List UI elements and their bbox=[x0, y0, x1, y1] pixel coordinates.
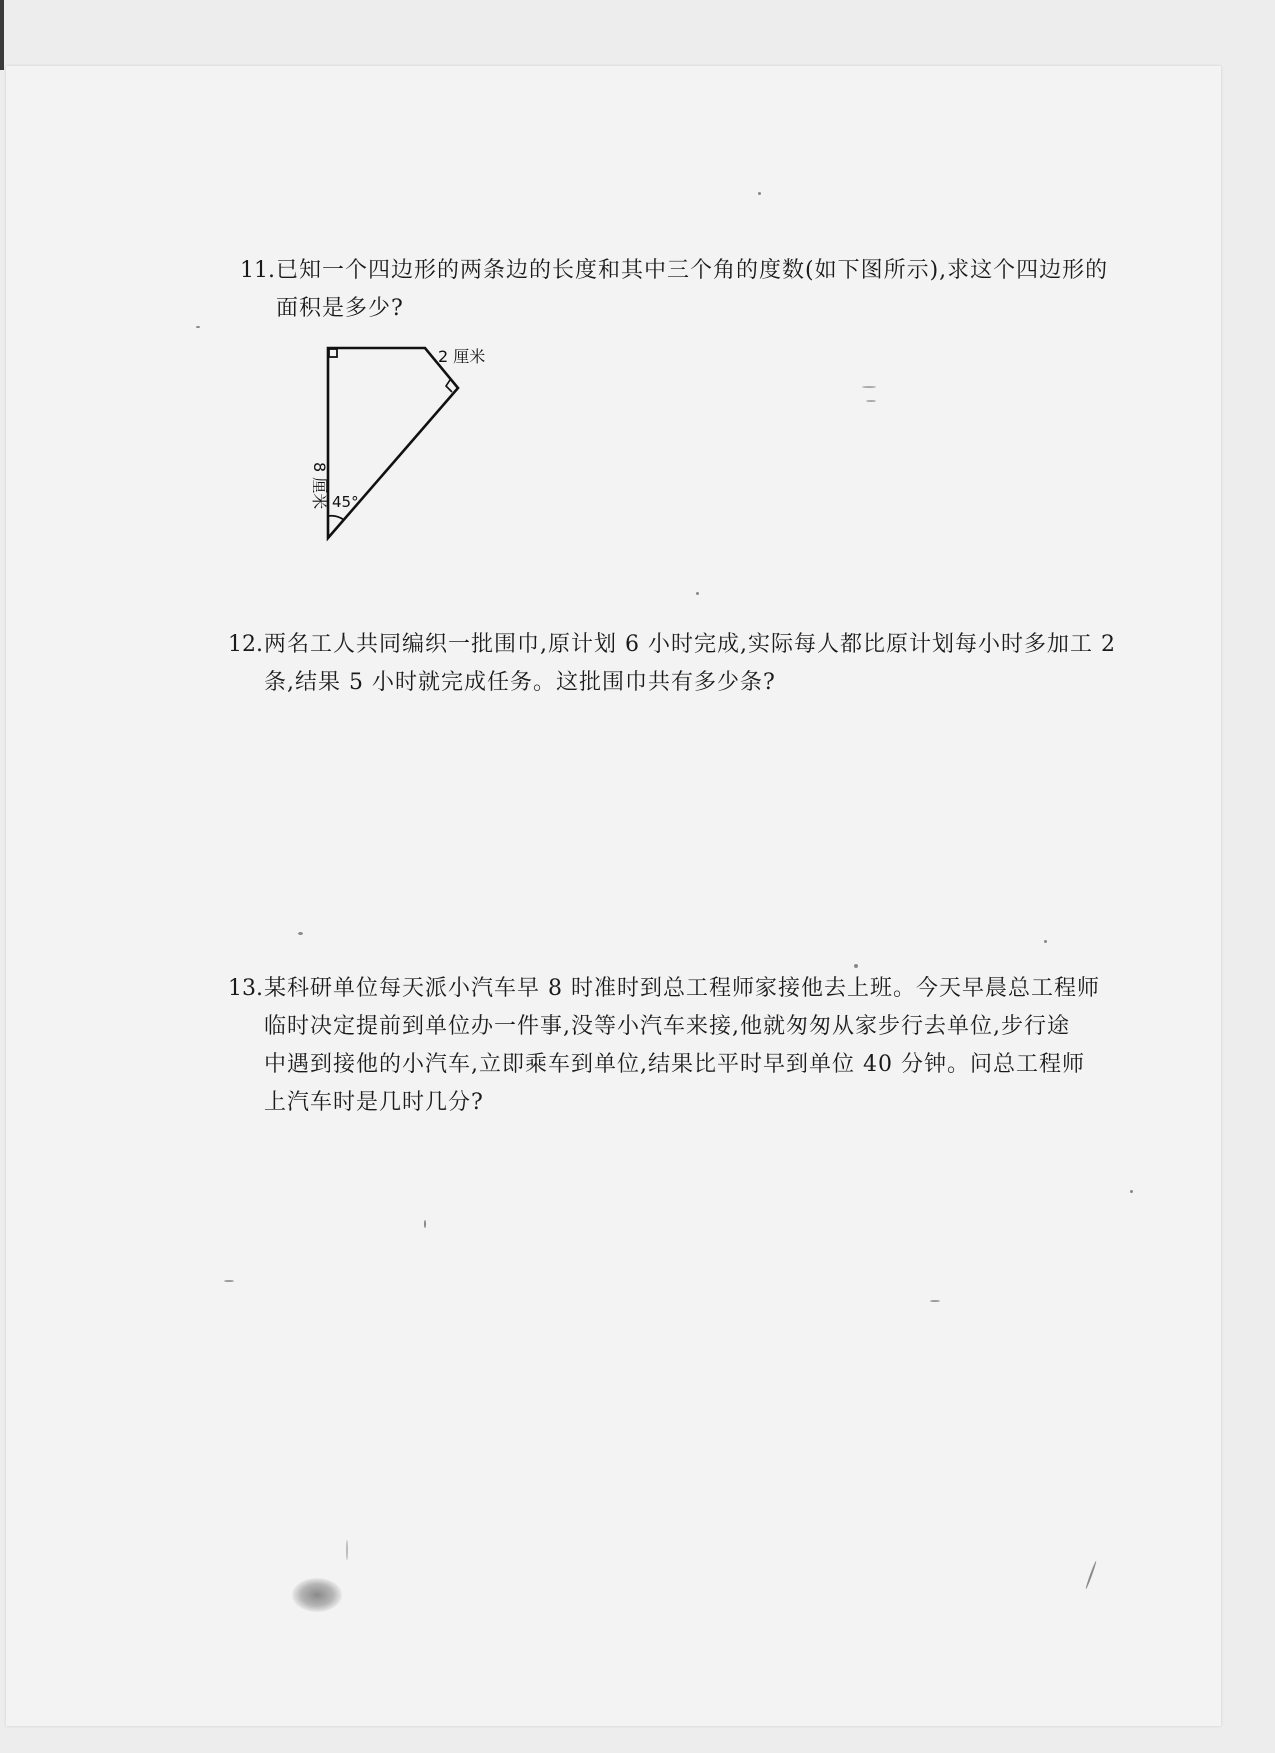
scan-speck bbox=[930, 1300, 940, 1302]
scan-speck bbox=[1044, 940, 1047, 943]
scan-speck bbox=[866, 400, 876, 402]
problem-text-line: 已知一个四边形的两条边的长度和其中三个角的度数(如下图所示),求这个四边形的 bbox=[276, 258, 1109, 283]
scan-speck bbox=[758, 192, 761, 195]
problem-number: 13. bbox=[228, 976, 263, 1001]
right-angle-mark bbox=[329, 349, 337, 357]
angle-label: 45° bbox=[332, 493, 359, 511]
scan-speck bbox=[1130, 1190, 1133, 1193]
scan-speck bbox=[854, 964, 858, 968]
problem-text-line: 面积是多少? bbox=[276, 296, 404, 321]
side-label-left: 8 厘米 bbox=[310, 462, 329, 510]
problem-12 bbox=[228, 626, 1116, 702]
scan-speck bbox=[196, 326, 200, 328]
problem-text-line: 某科研单位每天派小汽车早 8 时准时到总工程师家接他去上班。今天早晨总工程师 bbox=[264, 976, 1100, 1001]
problem-number: 12. bbox=[228, 632, 263, 657]
problem-text-line: 中遇到接他的小汽车,立即乘车到单位,结果比平时早到单位 40 分钟。问总工程师 bbox=[264, 1052, 1085, 1077]
problem-text-line: 临时决定提前到单位办一件事,没等小汽车来接,他就匆匆从家步行去单位,步行途 bbox=[264, 1014, 1070, 1039]
problem-number: 11. bbox=[240, 258, 275, 283]
scan-smudge bbox=[292, 1578, 342, 1612]
scan-edge bbox=[0, 0, 4, 70]
side-label-top-right: 2 厘米 bbox=[438, 347, 486, 366]
problem-text-line: 条,结果 5 小时就完成任务。这批围巾共有多少条? bbox=[264, 670, 776, 695]
scan-speck bbox=[298, 932, 303, 935]
problem-text-line: 两名工人共同编织一批围巾,原计划 6 小时完成,实际每人都比原计划每小时多加工 2 bbox=[264, 632, 1116, 657]
scan-speck bbox=[346, 1540, 348, 1560]
quadrilateral-figure bbox=[300, 340, 520, 560]
problem-11 bbox=[240, 252, 1108, 328]
scan-speck bbox=[862, 386, 876, 388]
scan-speck bbox=[424, 1220, 426, 1228]
scan-speck bbox=[224, 1280, 234, 1282]
angle-arc bbox=[328, 516, 344, 520]
problem-13 bbox=[228, 970, 1100, 1122]
right-angle-mark bbox=[446, 380, 452, 392]
problem-text-line: 上汽车时是几时几分? bbox=[264, 1090, 484, 1115]
scan-speck bbox=[696, 592, 699, 595]
